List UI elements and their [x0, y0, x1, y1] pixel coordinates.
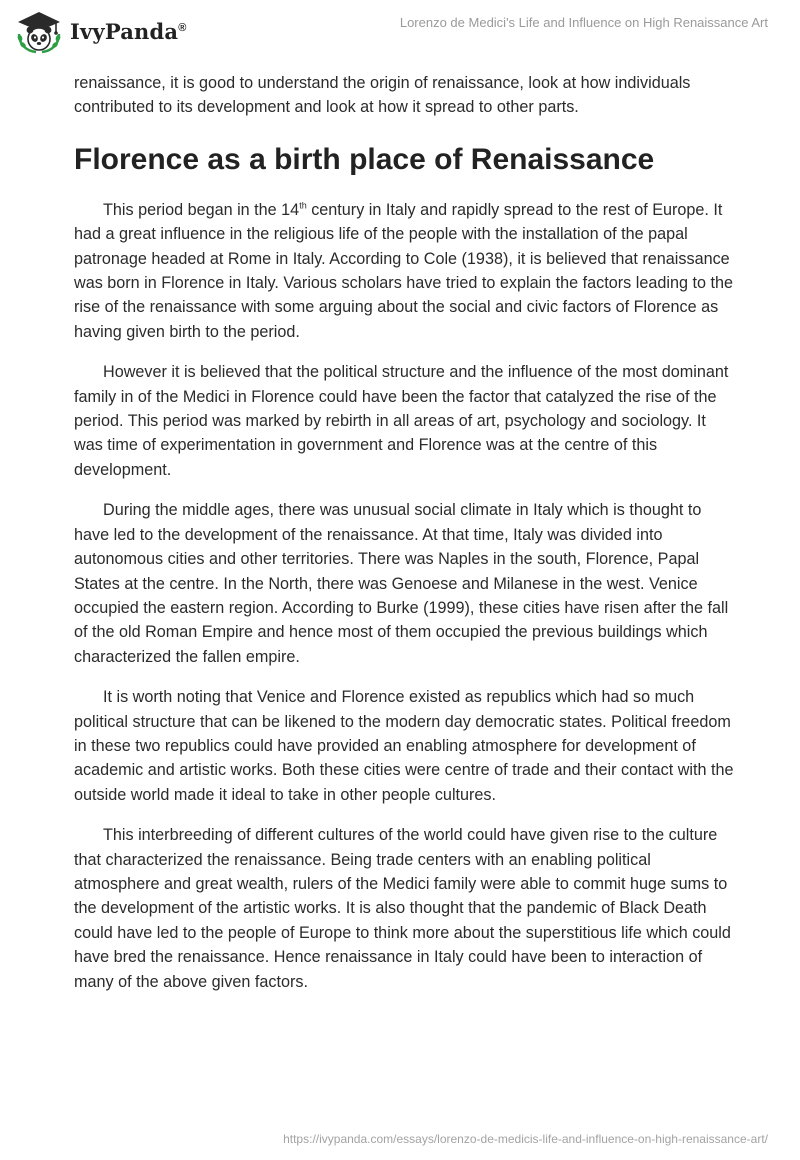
page-header [0, 0, 800, 60]
paragraph-1-rest: century in Italy and rapidly spread to the rest of Europe. It had a great influence in the religious life of the people with the installation of the papal patronage headed at Rome in Italy. According to Cole (1938), it is believed that renaissance was born in Florence in Italy. Various scholars have tried to explain the factors leading to the rise of the renaissance with some arguing about the social and civic factors of Florence as having given birth to the period. [74, 200, 733, 341]
registered-mark: ® [178, 21, 187, 34]
panda-graduate-icon [14, 8, 64, 54]
logo-text: IvyPanda [70, 18, 179, 44]
intro-paragraph: renaissance, it is good to understand the origin of renaissance, look at how individuals contributed to its development and look at how it spread to other parts. [74, 74, 691, 117]
source-url-link[interactable]: https://ivypanda.com/essays/lorenzo-de-medicis-life-and-influence-on-high-renaissance-art/ [283, 1132, 768, 1146]
paragraph-4: It is worth noting that Venice and Florence existed as republics which had so much political structure that can be likened to the modern day democratic states. Political freedom in these two republics could have provided an enabling atmosphere for development of academic and artistic works. Both these cities were centre of trade and their contact with the outside world made it ideal to take in other people cultures. [74, 688, 734, 804]
paragraph-1 [74, 198, 734, 344]
logo-wordmark [70, 19, 187, 44]
document-title: Lorenzo de Medici's Life and Influence on High Renaissance Art [399, 15, 768, 30]
essay-content [74, 71, 734, 1010]
section-heading: Florence as a birth place of Renaissance [74, 142, 655, 176]
paragraph-5: This interbreeding of different cultures of the world could have given rise to the culture that characterized the renaissance. Being trade centers with an enabling political atmosphere and great wealth, rulers of the Medici family were able to commit huge sums to the development of the artistic works. It is also thought that the pandemic of Black Death could have led to the people of Europe to think more about the superstitious life which could have bred the renaissance. Hence renaissance in Italy could have been to interaction of many of the above given factors. [74, 826, 731, 991]
superscript-th: th [299, 200, 307, 211]
paragraph-2: However it is believed that the political structure and the influence of the most dominant family in of the Medici in Florence could have been the factor that catalyzed the rise of the period. This period was marked by rebirth in all areas of art, psychology and sociology. It was time of experimentation in government and Florence was at the centre of this development. [74, 363, 729, 479]
ivypanda-logo[interactable] [14, 8, 187, 54]
paragraph-1-start: This period began in the 14 [103, 200, 300, 219]
paragraph-3: During the middle ages, there was unusual social climate in Italy which is thought to have led to the development of the renaissance. At that time, Italy was divided into autonomous cities and other territories. There was Naples in the south, Florence, Papal States at the centre. In the North, there was Genoese and Milanese in the west. Venice occupied the eastern region. According to Burke (1999), these cities have risen after the fall of the old Roman Empire and hence most of them occupied the previous buildings which characterized the fallen empire. [74, 501, 729, 666]
